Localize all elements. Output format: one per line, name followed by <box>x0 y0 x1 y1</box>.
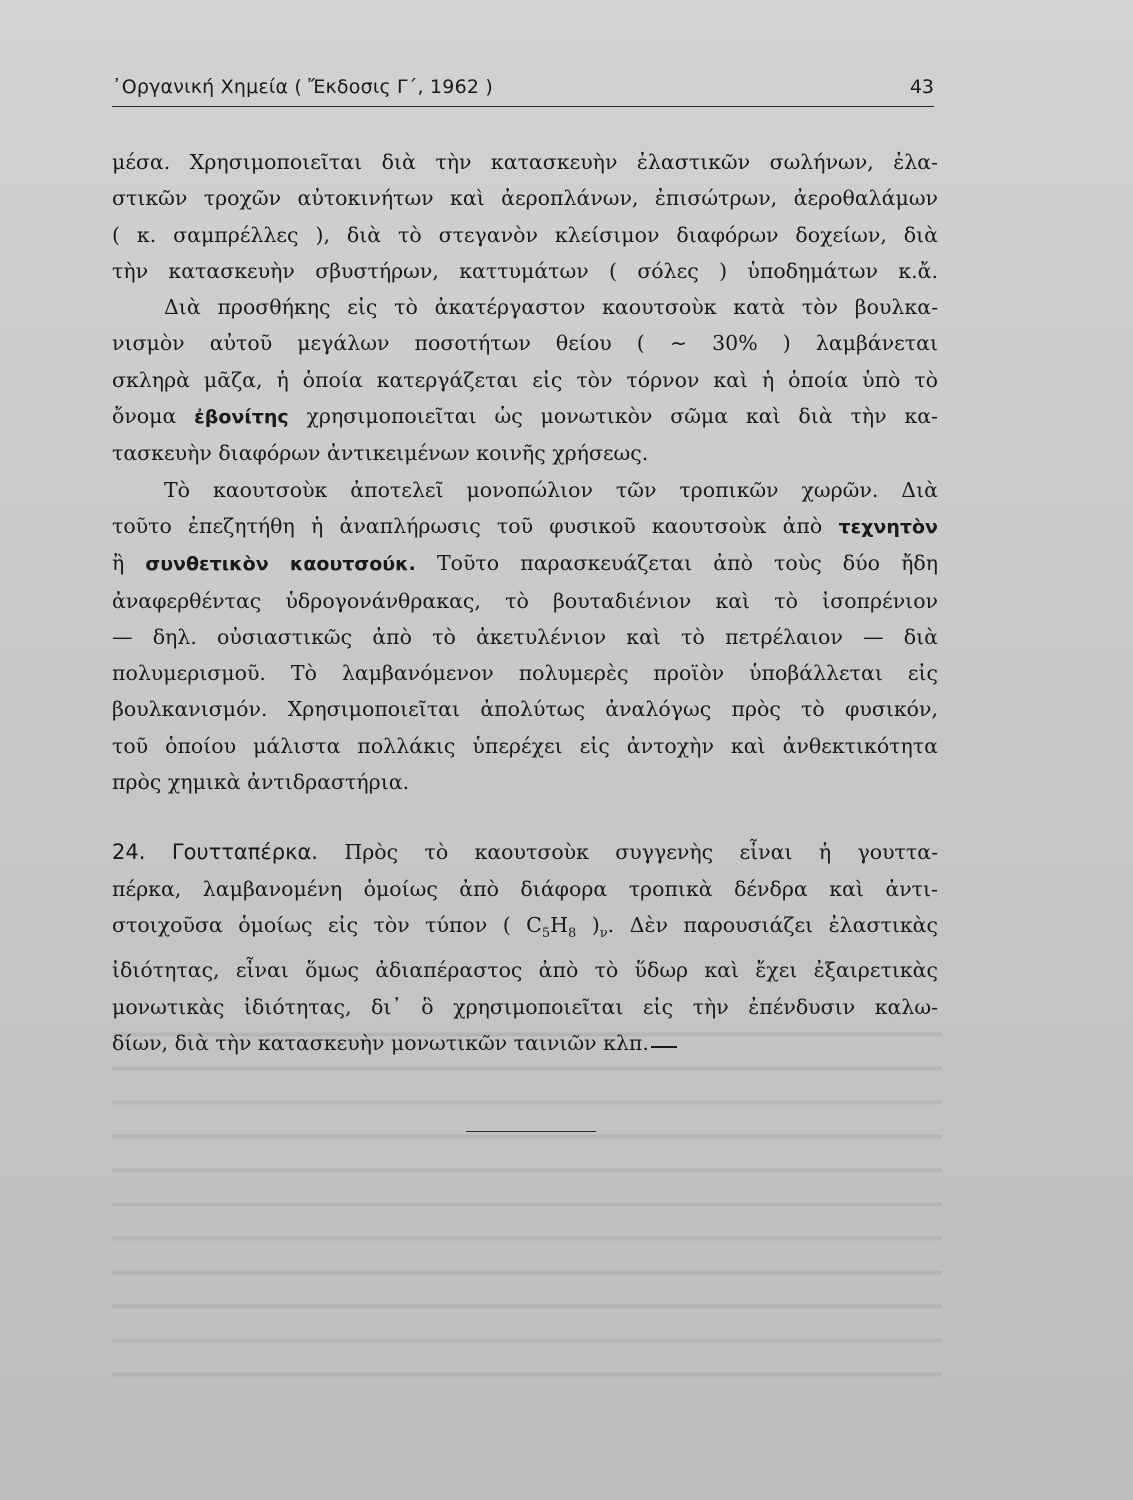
text-span: δίων, διὰ τὴν κατασκευὴν μονωτικῶν ταινιῶν κλπ. <box>112 1030 649 1055</box>
text-span: χρησιμοποιεῖται ὡς μονωτικὸν σῶμα καὶ διὰ τὴν κα- <box>288 404 938 429</box>
text-line <box>112 1025 938 1061</box>
show-through-shadow <box>112 1010 942 1390</box>
text-line <box>112 545 938 582</box>
text-line: τασκευὴν διαφόρων ἀντικειμένων κοινῆς χρήσεως. <box>112 441 649 466</box>
text-line: μονωτικὰς ἰδιότητας, δι᾿ ὃ χρησιμοποιεῖται εἰς τὴν ἐπένδυσιν καλω- <box>112 994 938 1019</box>
page-number: 43 <box>909 76 934 98</box>
text-line <box>112 907 938 952</box>
header-rule <box>112 106 934 107</box>
text-line <box>112 398 938 435</box>
text-span: . Δὲν παρουσιάζει ἐλαστικὰς <box>607 912 939 937</box>
text-line: ( κ. σαμπρέλλες ), διὰ τὸ στεγανὸν κλείσιμον διαφόρων δοχείων, διὰ <box>112 222 938 247</box>
text-line: στικῶν τροχῶν αὐτοκινήτων καὶ ἀεροπλάνων, ἐπισώτρων, ἀεροθαλάμων <box>112 186 938 211</box>
text-line <box>112 834 938 870</box>
term-synthetic-rubber: συνθετικὸν καουτσούκ. <box>145 553 416 576</box>
term-artificial: τεχνητὸν <box>838 515 938 538</box>
paragraph-ebonite <box>112 289 938 471</box>
section-24-gutta-percha <box>112 834 938 1061</box>
text-line: νισμὸν αὐτοῦ μεγάλων ποσοτήτων θείου ( ∼ 30% ) λαμβάνεται <box>112 331 938 356</box>
text-line: μέσα. Χρησιμοποιεῖται διὰ τὴν κατασκευὴν ἐλαστικῶν σωλήνων, ἐλα- <box>112 150 938 174</box>
text-line: πρὸς χημικὰ ἀντιδραστήρια. <box>112 770 410 795</box>
running-title: ᾿Οργανική Χημεία ( Ἔκδοσις Γ΄, 1962 ) <box>112 76 494 98</box>
formula-subscript: 5 <box>541 926 551 942</box>
text-line: — δηλ. οὐσιαστικῶς ἀπὸ τὸ ἀκετυλένιον καὶ τὸ πετρέλαιον — διὰ <box>112 624 938 649</box>
text-span: τοῦτο ἐπεζητήθη ἡ ἀναπλήρωσις τοῦ φυσικοῦ καουτσοὺκ ἀπὸ <box>112 513 839 538</box>
text-line: τὴν κατασκευὴν σβυστήρων, καττυμάτων ( σόλες ) ὑποδημάτων κ.ἄ. <box>112 258 938 283</box>
text-span: Τοῦτο παρασκευάζεται ἀπὸ τοὺς δύο ἤδη <box>415 551 938 576</box>
text-span: στοιχοῦσα ὁμοίως εἰς τὸν τύπον ( C <box>112 912 542 937</box>
text-line: πολυμερισμοῦ. Τὸ λαμβανόμενον πολυμερὲς προϊὸν ὑποβάλλεται εἰς <box>112 661 938 686</box>
running-header <box>112 74 934 104</box>
text-line: τοῦ ὁποίου μάλιστα πολλάκις ὑπερέχει εἰς ἀντοχὴν καὶ ἀνθεκτικότητα <box>112 733 938 758</box>
text-line: Τὸ καουτσοὺκ ἀποτελεῖ μονοπώλιον τῶν τροπικῶν χωρῶν. Διὰ <box>164 477 938 502</box>
text-span: Πρὸς τὸ καουτσοὺκ συγγενὴς εἶναι ἡ γουττα- <box>317 840 939 865</box>
paragraph-synthetic-rubber <box>112 472 938 801</box>
text-span: ὄνομα <box>112 404 195 429</box>
text-line: πέρκα, λαμβανομένη ὁμοίως ἀπὸ διάφορα τροπικὰ δένδρα καὶ ἀντι- <box>112 876 938 901</box>
text-span: H <box>550 912 569 937</box>
end-dash <box>651 1046 677 1048</box>
text-line: Διὰ προσθήκης εἰς τὸ ἀκατέργαστον καουτσοὺκ κατὰ τὸν βουλκα- <box>164 295 938 320</box>
text-span: ) <box>576 912 600 937</box>
text-line: σκληρὰ μᾶζα, ἡ ὁποία κατεργάζεται εἰς τὸν τόρνον καὶ ἡ ὁποία ὑπὸ τὸ <box>112 367 938 392</box>
text-line: βουλκανισμόν. Χρησιμοποιεῖται ἀπολύτως ἀναλόγως πρὸς τὸ φυσικόν, <box>112 697 938 722</box>
text-line: ἰδιότητας, εἶναι ὅμως ἀδιαπέραστος ἀπὸ τὸ ὕδωρ καὶ ἔχει ἐξαιρετικὰς <box>112 958 938 983</box>
formula-subscript: 8 <box>568 926 577 942</box>
paragraph-1 <box>112 144 938 289</box>
formula-subscript: ν <box>599 926 608 942</box>
text-line <box>112 508 938 545</box>
section-end-rule <box>466 1131 596 1132</box>
body-text <box>112 144 938 1061</box>
text-line: ἀναφερθέντας ὑδρογονάνθρακας, τὸ βουταδιένιον καὶ τὸ ἰσοπρένιον <box>112 588 938 613</box>
term-ebonite: ἐβονίτης <box>194 406 289 429</box>
text-span: ἢ <box>112 551 146 576</box>
section-heading: 24. Γουτταπέρκα. <box>112 840 318 865</box>
